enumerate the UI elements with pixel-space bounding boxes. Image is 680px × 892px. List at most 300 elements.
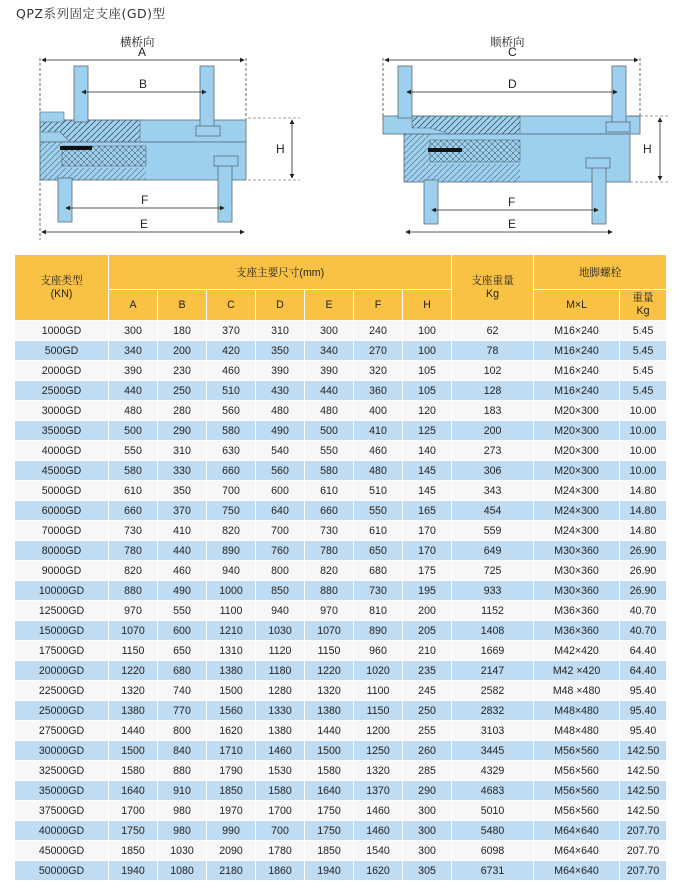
cell-b: 1030 bbox=[158, 841, 207, 861]
cell-b: 310 bbox=[158, 441, 207, 461]
table-row bbox=[15, 541, 667, 561]
cell-a: 1850 bbox=[109, 841, 158, 861]
cell-a: 500 bbox=[109, 421, 158, 441]
cell-e: 1640 bbox=[305, 781, 354, 801]
cell-h: 120 bbox=[403, 401, 452, 421]
cell-anchor-size: M24×300 bbox=[534, 481, 620, 501]
cell-anchor-weight: 14.80 bbox=[620, 481, 667, 501]
cell-b: 350 bbox=[158, 481, 207, 501]
cell-a: 820 bbox=[109, 561, 158, 581]
table-row bbox=[15, 721, 667, 741]
table-row bbox=[15, 801, 667, 821]
cell-e: 390 bbox=[305, 361, 354, 381]
cell-b: 290 bbox=[158, 421, 207, 441]
cell-b: 1080 bbox=[158, 861, 207, 881]
cell-f: 240 bbox=[354, 321, 403, 341]
cell-a: 1750 bbox=[109, 821, 158, 841]
cell-a: 480 bbox=[109, 401, 158, 421]
dim-e-label: E bbox=[140, 217, 149, 231]
cell-a: 440 bbox=[109, 381, 158, 401]
cell-f: 460 bbox=[354, 441, 403, 461]
cell-anchor-weight: 207.70 bbox=[620, 841, 667, 861]
cell-anchor-size: M30×360 bbox=[534, 541, 620, 561]
transverse-label: 横桥向 bbox=[120, 35, 155, 49]
cell-type: 45000GD bbox=[15, 841, 109, 861]
cell-anchor-weight: 26.90 bbox=[620, 581, 667, 601]
cell-f: 1460 bbox=[354, 821, 403, 841]
cell-c: 2090 bbox=[207, 841, 256, 861]
cell-f: 270 bbox=[354, 341, 403, 361]
cell-f: 1020 bbox=[354, 661, 403, 681]
cell-type: 25000GD bbox=[15, 701, 109, 721]
cell-type: 15000GD bbox=[15, 621, 109, 641]
cell-e: 1440 bbox=[305, 721, 354, 741]
cell-h: 105 bbox=[403, 361, 452, 381]
cell-anchor-weight: 10.00 bbox=[620, 441, 667, 461]
cell-b: 740 bbox=[158, 681, 207, 701]
cell-h: 260 bbox=[403, 741, 452, 761]
cell-a: 610 bbox=[109, 481, 158, 501]
cell-type: 5000GD bbox=[15, 481, 109, 501]
cell-weight: 1408 bbox=[452, 621, 534, 641]
dim-a-label: A bbox=[138, 45, 147, 59]
cell-anchor-weight: 26.90 bbox=[620, 541, 667, 561]
cell-anchor-weight: 26.90 bbox=[620, 561, 667, 581]
cell-type: 27500GD bbox=[15, 721, 109, 741]
cell-anchor-weight: 14.80 bbox=[620, 501, 667, 521]
cell-a: 1220 bbox=[109, 661, 158, 681]
cell-c: 890 bbox=[207, 541, 256, 561]
dim-h-label-right: H bbox=[643, 142, 652, 156]
cell-anchor-size: M56×560 bbox=[534, 741, 620, 761]
cell-weight: 78 bbox=[452, 341, 534, 361]
col-c-header: C bbox=[207, 290, 256, 321]
cell-weight: 273 bbox=[452, 441, 534, 461]
weight-label: 支座重量 bbox=[471, 274, 514, 287]
table-row bbox=[15, 641, 667, 661]
cell-anchor-weight: 10.00 bbox=[620, 461, 667, 481]
cell-f: 1200 bbox=[354, 721, 403, 741]
cell-f: 1540 bbox=[354, 841, 403, 861]
cell-anchor-weight: 64.40 bbox=[620, 641, 667, 661]
cell-h: 170 bbox=[403, 521, 452, 541]
cell-d: 1330 bbox=[256, 701, 305, 721]
table-row bbox=[15, 861, 667, 881]
table-row bbox=[15, 441, 667, 461]
cell-d: 800 bbox=[256, 561, 305, 581]
cell-a: 1500 bbox=[109, 741, 158, 761]
cell-b: 490 bbox=[158, 581, 207, 601]
type-label: 支座类型 bbox=[40, 274, 83, 287]
table-row bbox=[15, 341, 667, 361]
cell-e: 550 bbox=[305, 441, 354, 461]
cell-d: 1530 bbox=[256, 761, 305, 781]
cell-type: 8000GD bbox=[15, 541, 109, 561]
cell-anchor-weight: 142.50 bbox=[620, 741, 667, 761]
cell-a: 300 bbox=[109, 321, 158, 341]
cell-weight: 62 bbox=[452, 321, 534, 341]
cell-c: 700 bbox=[207, 481, 256, 501]
cell-weight: 4683 bbox=[452, 781, 534, 801]
table-row bbox=[15, 621, 667, 641]
cell-weight: 343 bbox=[452, 481, 534, 501]
type-unit: (KN) bbox=[50, 287, 73, 300]
cell-anchor-size: M36×360 bbox=[534, 601, 620, 621]
cell-anchor-size: M30×360 bbox=[534, 561, 620, 581]
cell-c: 1790 bbox=[207, 761, 256, 781]
cell-a: 580 bbox=[109, 461, 158, 481]
cell-c: 1500 bbox=[207, 681, 256, 701]
cell-e: 1220 bbox=[305, 661, 354, 681]
cell-c: 1560 bbox=[207, 701, 256, 721]
spec-table-body bbox=[15, 321, 667, 881]
cell-b: 770 bbox=[158, 701, 207, 721]
cell-type: 3000GD bbox=[15, 401, 109, 421]
cell-e: 1850 bbox=[305, 841, 354, 861]
dim-b-label: B bbox=[139, 77, 148, 91]
cell-anchor-weight: 10.00 bbox=[620, 421, 667, 441]
cell-d: 1030 bbox=[256, 621, 305, 641]
cell-f: 400 bbox=[354, 401, 403, 421]
cell-anchor-size: M20×300 bbox=[534, 401, 620, 421]
cell-weight: 559 bbox=[452, 521, 534, 541]
dim-d-label: D bbox=[508, 77, 517, 91]
cell-weight: 5010 bbox=[452, 801, 534, 821]
cell-e: 300 bbox=[305, 321, 354, 341]
cell-anchor-size: M64×640 bbox=[534, 841, 620, 861]
main-dims-header: 支座主要尺寸(mm) bbox=[109, 255, 452, 290]
cell-e: 1380 bbox=[305, 701, 354, 721]
dim-e-label-right: E bbox=[508, 217, 517, 231]
cell-weight: 4329 bbox=[452, 761, 534, 781]
cell-d: 1580 bbox=[256, 781, 305, 801]
cell-anchor-weight: 95.40 bbox=[620, 681, 667, 701]
cell-f: 1370 bbox=[354, 781, 403, 801]
cell-type: 40000GD bbox=[15, 821, 109, 841]
page-title: QPZ系列固定支座(GD)型 bbox=[16, 6, 166, 21]
cell-c: 820 bbox=[207, 521, 256, 541]
cell-anchor-size: M16×240 bbox=[534, 381, 620, 401]
cell-type: 4000GD bbox=[15, 441, 109, 461]
cell-c: 460 bbox=[207, 361, 256, 381]
dim-h-label: H bbox=[276, 142, 285, 156]
cell-d: 640 bbox=[256, 501, 305, 521]
cell-c: 370 bbox=[207, 321, 256, 341]
cell-e: 1750 bbox=[305, 821, 354, 841]
cell-type: 2000GD bbox=[15, 361, 109, 381]
table-row bbox=[15, 561, 667, 581]
cell-b: 370 bbox=[158, 501, 207, 521]
table-row bbox=[15, 401, 667, 421]
cell-f: 650 bbox=[354, 541, 403, 561]
cell-type: 7000GD bbox=[15, 521, 109, 541]
cell-h: 305 bbox=[403, 861, 452, 881]
cell-h: 300 bbox=[403, 821, 452, 841]
cell-b: 680 bbox=[158, 661, 207, 681]
cell-h: 140 bbox=[403, 441, 452, 461]
cell-h: 245 bbox=[403, 681, 452, 701]
cell-c: 1620 bbox=[207, 721, 256, 741]
table-row bbox=[15, 461, 667, 481]
dim-f-label: F bbox=[141, 193, 149, 207]
table-row bbox=[15, 361, 667, 381]
cell-anchor-weight: 5.45 bbox=[620, 321, 667, 341]
cell-weight: 6731 bbox=[452, 861, 534, 881]
cell-anchor-size: M30×360 bbox=[534, 581, 620, 601]
transverse-view bbox=[40, 35, 300, 240]
table-row bbox=[15, 661, 667, 681]
cell-h: 210 bbox=[403, 641, 452, 661]
cell-d: 1180 bbox=[256, 661, 305, 681]
cell-type: 10000GD bbox=[15, 581, 109, 601]
cell-f: 550 bbox=[354, 501, 403, 521]
cell-anchor-size: M24×300 bbox=[534, 501, 620, 521]
cell-d: 1460 bbox=[256, 741, 305, 761]
cell-h: 125 bbox=[403, 421, 452, 441]
cell-d: 390 bbox=[256, 361, 305, 381]
cell-type: 12500GD bbox=[15, 601, 109, 621]
spec-table bbox=[14, 254, 667, 881]
cell-h: 235 bbox=[403, 661, 452, 681]
cell-c: 1000 bbox=[207, 581, 256, 601]
cell-f: 1150 bbox=[354, 701, 403, 721]
cell-weight: 2147 bbox=[452, 661, 534, 681]
table-row bbox=[15, 521, 667, 541]
weight-header bbox=[452, 255, 534, 321]
cell-type: 50000GD bbox=[15, 861, 109, 881]
cell-h: 170 bbox=[403, 541, 452, 561]
cell-h: 200 bbox=[403, 601, 452, 621]
col-f-header: F bbox=[354, 290, 403, 321]
cell-f: 1620 bbox=[354, 861, 403, 881]
cell-d: 560 bbox=[256, 461, 305, 481]
cell-anchor-size: M20×300 bbox=[534, 441, 620, 461]
cell-a: 1580 bbox=[109, 761, 158, 781]
cell-d: 850 bbox=[256, 581, 305, 601]
cell-e: 660 bbox=[305, 501, 354, 521]
cell-anchor-weight: 40.70 bbox=[620, 621, 667, 641]
cell-a: 880 bbox=[109, 581, 158, 601]
cell-anchor-weight: 40.70 bbox=[620, 601, 667, 621]
cell-f: 1460 bbox=[354, 801, 403, 821]
cell-e: 1070 bbox=[305, 621, 354, 641]
cell-f: 320 bbox=[354, 361, 403, 381]
cell-anchor-weight: 10.00 bbox=[620, 401, 667, 421]
cell-anchor-size: M48 ×480 bbox=[534, 681, 620, 701]
col-type-header bbox=[15, 255, 109, 321]
cell-a: 730 bbox=[109, 521, 158, 541]
cell-anchor-size: M36×360 bbox=[534, 621, 620, 641]
cell-type: 2500GD bbox=[15, 381, 109, 401]
cell-b: 800 bbox=[158, 721, 207, 741]
bearing-drawing bbox=[0, 0, 680, 252]
cell-anchor-size: M16×240 bbox=[534, 321, 620, 341]
cell-anchor-weight: 142.50 bbox=[620, 781, 667, 801]
cell-anchor-size: M42 ×420 bbox=[534, 661, 620, 681]
longitudinal-view bbox=[383, 35, 668, 232]
cell-h: 100 bbox=[403, 341, 452, 361]
cell-anchor-weight: 5.45 bbox=[620, 341, 667, 361]
cell-f: 410 bbox=[354, 421, 403, 441]
cell-d: 1120 bbox=[256, 641, 305, 661]
cell-anchor-weight: 95.40 bbox=[620, 721, 667, 741]
cell-e: 580 bbox=[305, 461, 354, 481]
cell-h: 255 bbox=[403, 721, 452, 741]
cell-d: 430 bbox=[256, 381, 305, 401]
cell-anchor-size: M16×240 bbox=[534, 341, 620, 361]
cell-b: 330 bbox=[158, 461, 207, 481]
cell-c: 1380 bbox=[207, 661, 256, 681]
cell-anchor-size: M64×640 bbox=[534, 861, 620, 881]
cell-c: 420 bbox=[207, 341, 256, 361]
cell-d: 1380 bbox=[256, 721, 305, 741]
cell-a: 340 bbox=[109, 341, 158, 361]
cell-h: 165 bbox=[403, 501, 452, 521]
cell-a: 660 bbox=[109, 501, 158, 521]
cell-a: 1640 bbox=[109, 781, 158, 801]
cell-anchor-size: M64×640 bbox=[534, 821, 620, 841]
table-row bbox=[15, 761, 667, 781]
cell-type: 9000GD bbox=[15, 561, 109, 581]
cell-e: 1940 bbox=[305, 861, 354, 881]
cell-anchor-size: M24×300 bbox=[534, 521, 620, 541]
cell-b: 550 bbox=[158, 601, 207, 621]
cell-anchor-size: M20×300 bbox=[534, 421, 620, 441]
cell-anchor-weight: 142.50 bbox=[620, 801, 667, 821]
anchor-weight-header bbox=[620, 290, 667, 321]
cell-weight: 1152 bbox=[452, 601, 534, 621]
cell-type: 37500GD bbox=[15, 801, 109, 821]
cell-b: 600 bbox=[158, 621, 207, 641]
cell-anchor-size: M56×560 bbox=[534, 761, 620, 781]
cell-f: 890 bbox=[354, 621, 403, 641]
cell-a: 390 bbox=[109, 361, 158, 381]
cell-a: 1070 bbox=[109, 621, 158, 641]
cell-e: 970 bbox=[305, 601, 354, 621]
cell-type: 1000GD bbox=[15, 321, 109, 341]
cell-a: 1150 bbox=[109, 641, 158, 661]
cell-f: 360 bbox=[354, 381, 403, 401]
cell-h: 105 bbox=[403, 381, 452, 401]
cell-b: 980 bbox=[158, 821, 207, 841]
cell-d: 760 bbox=[256, 541, 305, 561]
cell-b: 180 bbox=[158, 321, 207, 341]
cell-weight: 725 bbox=[452, 561, 534, 581]
cell-e: 1580 bbox=[305, 761, 354, 781]
cell-b: 440 bbox=[158, 541, 207, 561]
cell-f: 730 bbox=[354, 581, 403, 601]
cell-anchor-size: M20×300 bbox=[534, 461, 620, 481]
cell-d: 490 bbox=[256, 421, 305, 441]
cell-b: 880 bbox=[158, 761, 207, 781]
cell-weight: 1669 bbox=[452, 641, 534, 661]
cell-c: 940 bbox=[207, 561, 256, 581]
table-row bbox=[15, 841, 667, 861]
cell-type: 35000GD bbox=[15, 781, 109, 801]
cell-a: 1940 bbox=[109, 861, 158, 881]
cell-weight: 2832 bbox=[452, 701, 534, 721]
cell-e: 1150 bbox=[305, 641, 354, 661]
cell-f: 480 bbox=[354, 461, 403, 481]
cell-h: 205 bbox=[403, 621, 452, 641]
cell-anchor-weight: 5.45 bbox=[620, 361, 667, 381]
cell-c: 1850 bbox=[207, 781, 256, 801]
table-row bbox=[15, 821, 667, 841]
cell-d: 350 bbox=[256, 341, 305, 361]
cell-c: 750 bbox=[207, 501, 256, 521]
cell-b: 280 bbox=[158, 401, 207, 421]
cell-d: 480 bbox=[256, 401, 305, 421]
cell-f: 960 bbox=[354, 641, 403, 661]
cell-e: 820 bbox=[305, 561, 354, 581]
cell-h: 145 bbox=[403, 461, 452, 481]
cell-e: 610 bbox=[305, 481, 354, 501]
cell-e: 780 bbox=[305, 541, 354, 561]
col-e-header: E bbox=[305, 290, 354, 321]
cell-anchor-size: M48×480 bbox=[534, 721, 620, 741]
cell-d: 1860 bbox=[256, 861, 305, 881]
table-row bbox=[15, 581, 667, 601]
cell-c: 560 bbox=[207, 401, 256, 421]
cell-e: 480 bbox=[305, 401, 354, 421]
cell-weight: 3445 bbox=[452, 741, 534, 761]
cell-anchor-size: M48×480 bbox=[534, 701, 620, 721]
col-h-header: H bbox=[403, 290, 452, 321]
col-a-header: A bbox=[109, 290, 158, 321]
cell-type: 17500GD bbox=[15, 641, 109, 661]
table-row bbox=[15, 681, 667, 701]
dim-c-label: C bbox=[508, 45, 517, 59]
cell-c: 630 bbox=[207, 441, 256, 461]
cell-b: 250 bbox=[158, 381, 207, 401]
cell-a: 970 bbox=[109, 601, 158, 621]
cell-d: 1280 bbox=[256, 681, 305, 701]
cell-weight: 5480 bbox=[452, 821, 534, 841]
cell-e: 440 bbox=[305, 381, 354, 401]
cell-a: 1440 bbox=[109, 721, 158, 741]
cell-weight: 6098 bbox=[452, 841, 534, 861]
cell-e: 500 bbox=[305, 421, 354, 441]
cell-a: 1320 bbox=[109, 681, 158, 701]
cell-e: 730 bbox=[305, 521, 354, 541]
col-b-header: B bbox=[158, 290, 207, 321]
cell-b: 650 bbox=[158, 641, 207, 661]
cell-c: 1310 bbox=[207, 641, 256, 661]
table-row bbox=[15, 321, 667, 341]
cell-e: 1750 bbox=[305, 801, 354, 821]
cell-anchor-size: M42×420 bbox=[534, 641, 620, 661]
table-row bbox=[15, 781, 667, 801]
col-d-header: D bbox=[256, 290, 305, 321]
cell-anchor-size: M56×560 bbox=[534, 801, 620, 821]
cell-type: 500GD bbox=[15, 341, 109, 361]
anchor-weight-label: 重量 bbox=[632, 292, 654, 304]
cell-anchor-weight: 64.40 bbox=[620, 661, 667, 681]
cell-h: 100 bbox=[403, 321, 452, 341]
cell-type: 22500GD bbox=[15, 681, 109, 701]
cell-a: 1700 bbox=[109, 801, 158, 821]
cell-a: 780 bbox=[109, 541, 158, 561]
table-row bbox=[15, 421, 667, 441]
cell-weight: 933 bbox=[452, 581, 534, 601]
cell-anchor-weight: 95.40 bbox=[620, 701, 667, 721]
cell-d: 310 bbox=[256, 321, 305, 341]
cell-c: 2180 bbox=[207, 861, 256, 881]
cell-type: 3500GD bbox=[15, 421, 109, 441]
cell-b: 410 bbox=[158, 521, 207, 541]
cell-h: 300 bbox=[403, 841, 452, 861]
cell-type: 20000GD bbox=[15, 661, 109, 681]
